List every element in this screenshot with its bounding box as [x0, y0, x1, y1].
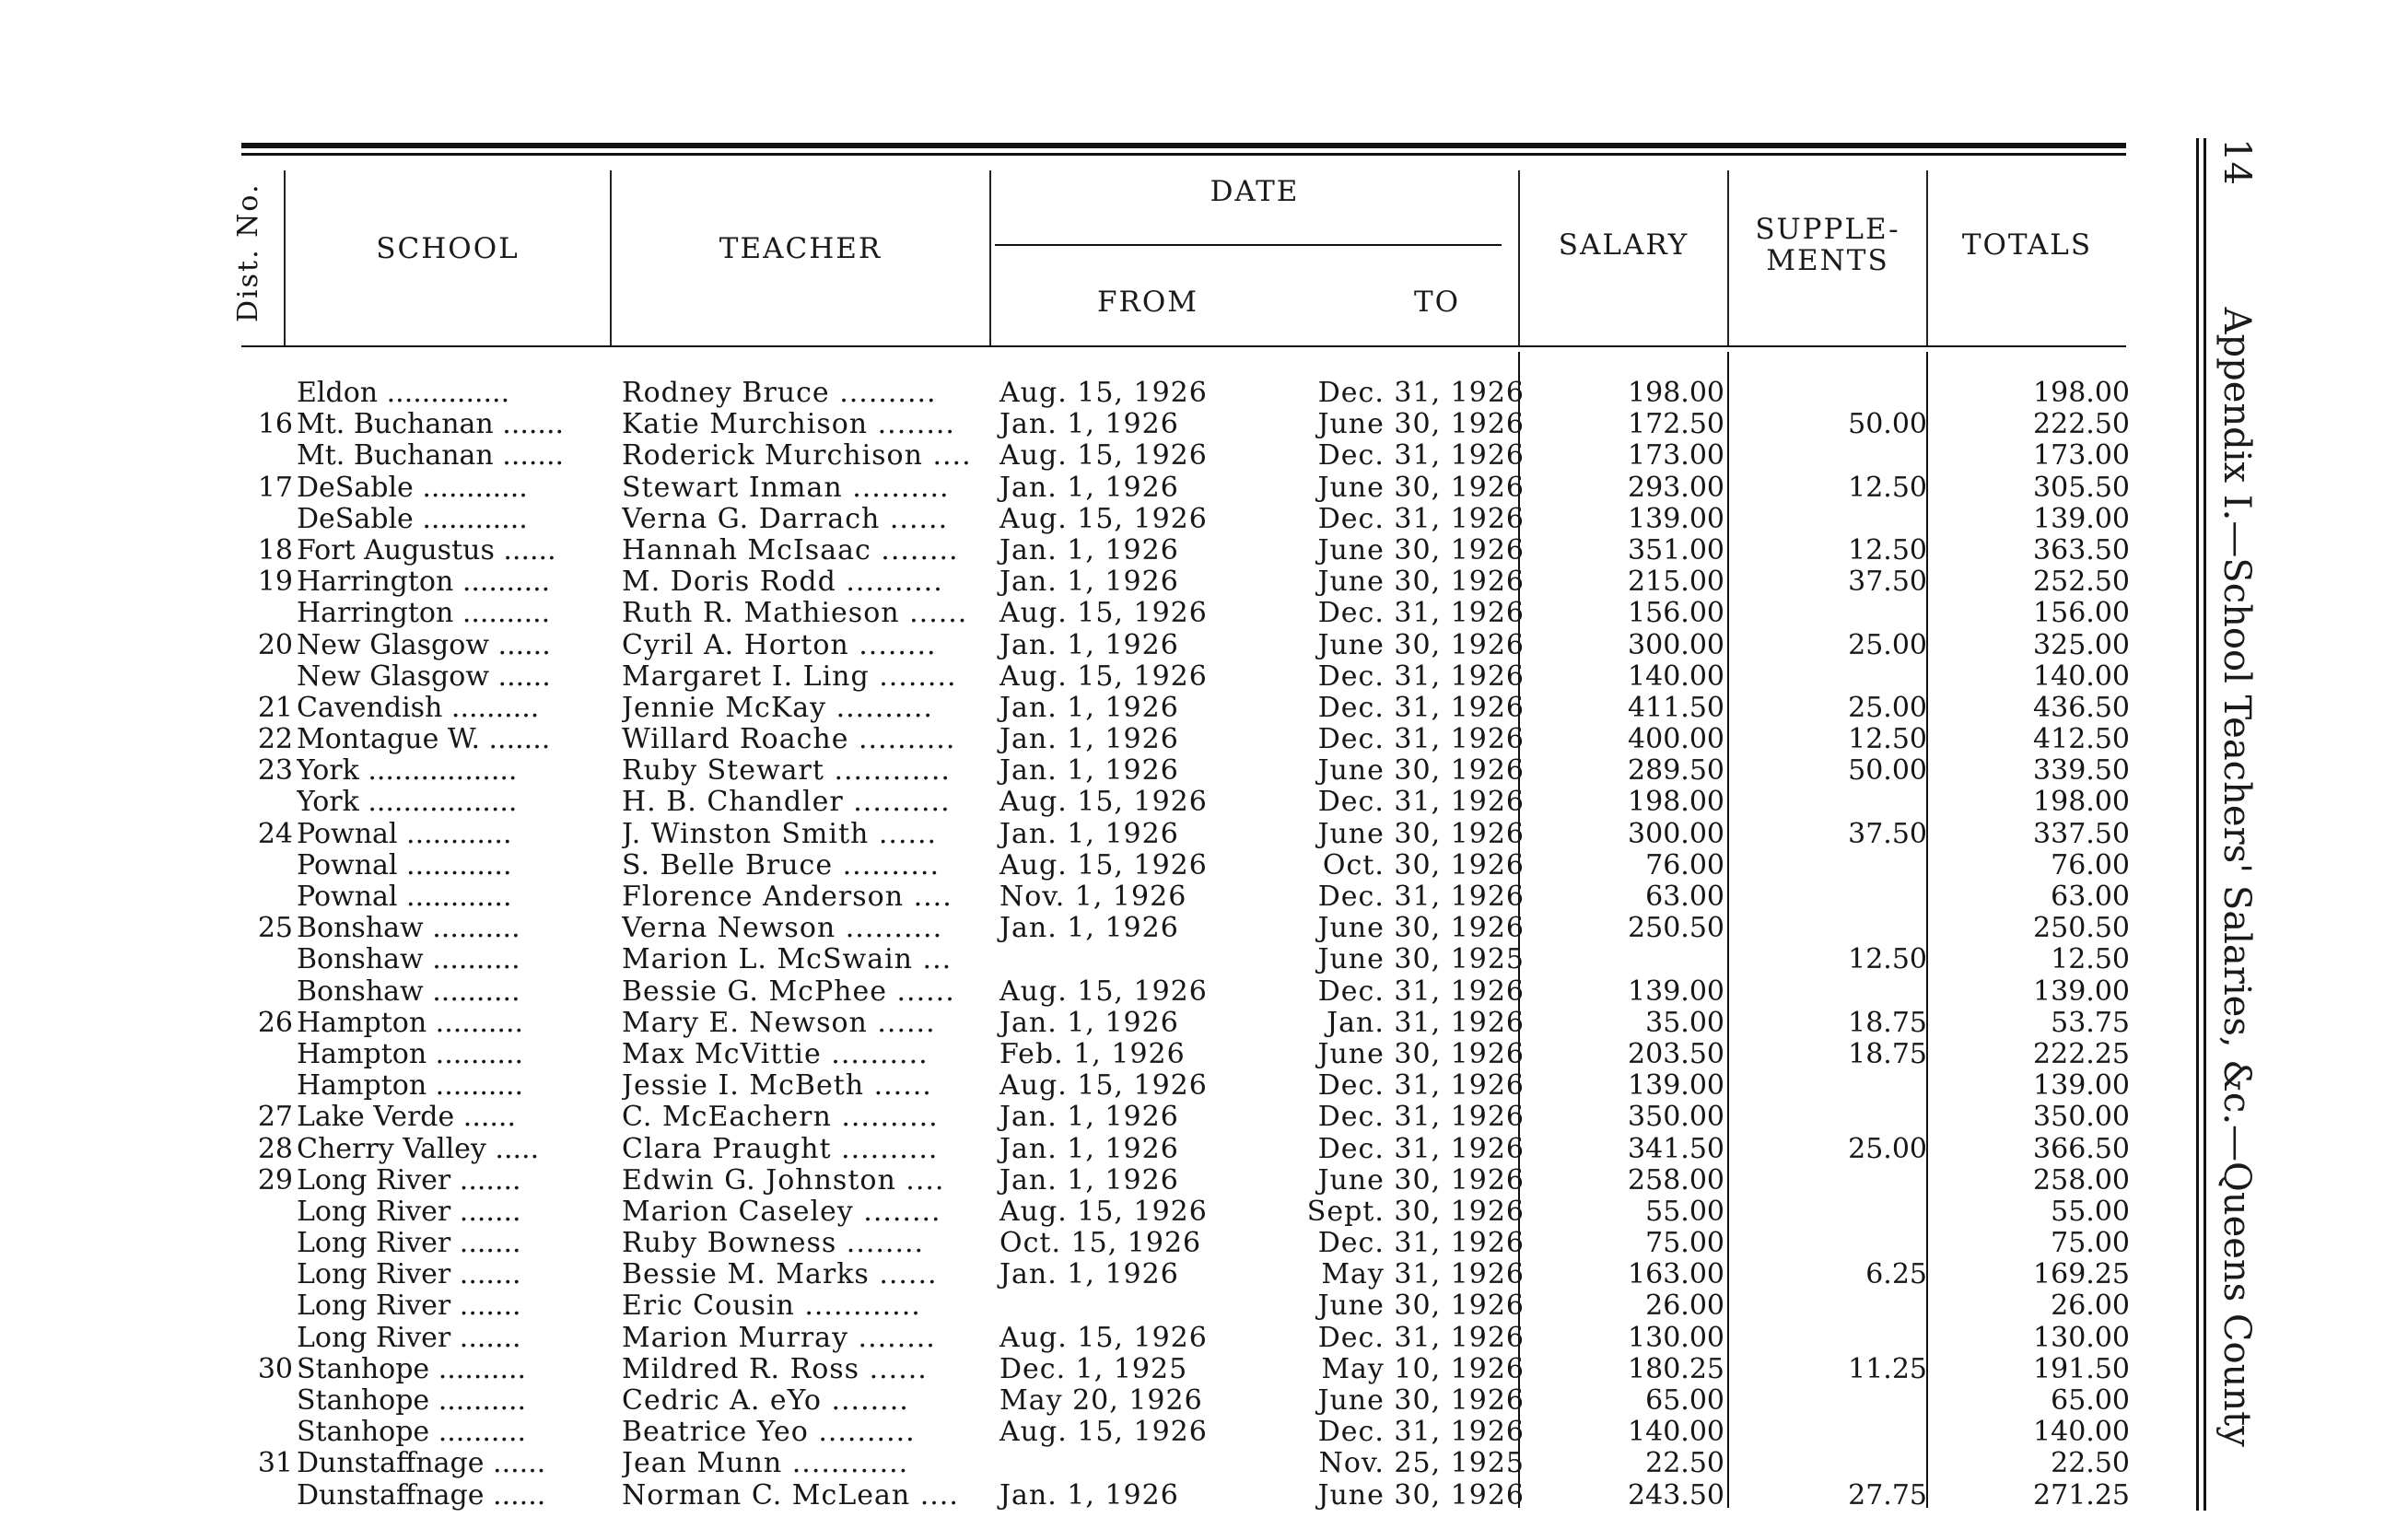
salary-cell: 203.50: [1628, 1037, 1724, 1070]
teacher-cell: Jessie I. McBeth ......: [622, 1070, 932, 1103]
teacher-cell: Bessie G. McPhee ......: [622, 975, 955, 1008]
running-header: [2215, 138, 2258, 1447]
school-cell: Hampton ..........: [297, 1007, 524, 1039]
school-cell: Mt. Buchanan .......: [297, 440, 565, 473]
to-date-cell: June 30, 1926: [1317, 471, 1525, 504]
dist-no-cell: 27: [257, 1101, 293, 1134]
school-cell: Hampton ..........: [297, 1038, 524, 1070]
salary-cell: 400.00: [1628, 723, 1724, 756]
supplements-cell: 18.75: [1848, 1037, 1927, 1070]
school-cell: Long River .......: [297, 1290, 521, 1323]
table-row: [0, 1259, 2408, 1290]
to-date-cell: Dec. 31, 1926: [1317, 1101, 1525, 1134]
teacher-cell: Marion L. McSwain ...: [622, 944, 953, 976]
total-cell: 53.75: [2051, 1006, 2130, 1039]
from-date-cell: Aug. 15, 1926: [999, 502, 1208, 535]
teacher-cell: Roderick Murchison ....: [622, 440, 972, 473]
salary-cell: 140.00: [1628, 659, 1724, 693]
salary-cell: 300.00: [1628, 817, 1724, 850]
salary-cell: 163.00: [1628, 1258, 1724, 1291]
salary-cell: 351.00: [1628, 533, 1724, 566]
salary-cell: 156.00: [1628, 597, 1724, 630]
total-cell: 130.00: [2033, 1321, 2130, 1354]
supplements-cell: 25.00: [1848, 691, 1927, 724]
from-date-cell: May 20, 1926: [999, 1384, 1203, 1417]
table-row: [0, 881, 2408, 913]
table-row: [0, 1448, 2408, 1479]
school-cell: Bonshaw ..........: [297, 913, 520, 945]
dist-no-cell: 29: [257, 1163, 293, 1196]
from-date-cell: Jan. 1, 1926: [999, 1258, 1179, 1291]
from-date-cell: Feb. 1, 1926: [999, 1037, 1186, 1070]
from-date-cell: Jan. 1, 1926: [999, 533, 1179, 566]
from-date-cell: Aug. 15, 1926: [999, 975, 1208, 1008]
from-date-cell: Jan. 1, 1926: [999, 1006, 1179, 1039]
to-date-cell: Dec. 31, 1926: [1317, 1416, 1525, 1449]
school-cell: Pownal ............: [297, 818, 512, 850]
total-cell: 75.00: [2051, 1227, 2130, 1260]
teacher-cell: Marion Murray ........: [622, 1322, 936, 1354]
salary-cell: 139.00: [1628, 975, 1724, 1008]
total-cell: 12.50: [2051, 943, 2130, 976]
to-date-cell: June 30, 1926: [1317, 408, 1525, 441]
total-cell: 65.00: [2051, 1384, 2130, 1417]
total-cell: 305.50: [2033, 471, 2130, 504]
margin-rule: [2196, 138, 2199, 1511]
to-date-cell: Dec. 31, 1926: [1317, 786, 1525, 819]
from-date-cell: Jan. 1, 1926: [999, 628, 1179, 661]
from-date-cell: Jan. 1, 1926: [999, 471, 1179, 504]
table-row: [0, 1290, 2408, 1322]
to-date-cell: June 30, 1926: [1317, 533, 1525, 566]
total-cell: 198.00: [2033, 786, 2130, 819]
supplements-cell: 12.50: [1848, 533, 1927, 566]
total-cell: 139.00: [2033, 975, 2130, 1008]
total-cell: 198.00: [2033, 377, 2130, 409]
date-divider-line: [995, 244, 1502, 246]
from-date-cell: Aug. 15, 1926: [999, 1321, 1208, 1354]
to-date-cell: Oct. 30, 1926: [1322, 848, 1525, 881]
teacher-cell: Mary E. Newson ......: [622, 1007, 936, 1039]
table-row: [0, 1165, 2408, 1196]
table-row: [0, 1008, 2408, 1039]
teacher-cell: S. Belle Bruce ..........: [622, 849, 940, 881]
table-row: [0, 440, 2408, 472]
supplements-cell: 12.50: [1848, 471, 1927, 504]
school-cell: Stanhope ..........: [297, 1417, 527, 1449]
from-date-cell: Dec. 1, 1925: [999, 1352, 1188, 1385]
to-date-cell: Sept. 30, 1926: [1306, 1195, 1525, 1228]
salary-cell: 140.00: [1628, 1416, 1724, 1449]
table-row: [0, 598, 2408, 629]
teacher-cell: Cedric A. eYo ........: [622, 1385, 909, 1417]
school-cell: Hampton ..........: [297, 1070, 524, 1103]
teacher-cell: Norman C. McLean ....: [622, 1479, 959, 1511]
salary-cell: 198.00: [1628, 786, 1724, 819]
from-date-cell: Aug. 15, 1926: [999, 1069, 1208, 1103]
total-cell: 55.00: [2051, 1195, 2130, 1228]
salary-cell: 341.50: [1628, 1132, 1724, 1165]
total-cell: 337.50: [2033, 817, 2130, 850]
salary-cell: 180.25: [1628, 1352, 1724, 1385]
supplements-cell: 37.50: [1848, 566, 1927, 599]
to-date-cell: Nov. 25, 1925: [1318, 1447, 1525, 1480]
table-row: [0, 1196, 2408, 1228]
total-cell: 169.25: [2033, 1258, 2130, 1291]
to-date-cell: May 10, 1926: [1321, 1352, 1525, 1385]
dist-no-cell: 28: [257, 1132, 293, 1165]
teacher-cell: Mildred R. Ross ......: [622, 1353, 928, 1385]
teacher-cell: Jennie McKay ..........: [622, 692, 933, 724]
school-cell: Fort Augustus ......: [297, 534, 556, 566]
teacher-cell: Verna G. Darrach ......: [622, 503, 949, 535]
header-school: SCHOOL: [376, 232, 520, 265]
salary-cell: 63.00: [1645, 881, 1724, 913]
from-date-cell: Jan. 1, 1926: [999, 408, 1179, 441]
total-cell: 140.00: [2033, 659, 2130, 693]
to-date-cell: June 30, 1926: [1317, 912, 1525, 945]
total-cell: 250.50: [2033, 912, 2130, 945]
table-body: [0, 378, 2408, 1511]
top-rule-thick: [241, 143, 2126, 148]
school-cell: Eldon ..............: [297, 378, 510, 409]
to-date-cell: June 30, 1926: [1317, 628, 1525, 661]
total-cell: 325.00: [2033, 628, 2130, 661]
dist-no-cell: 16: [257, 408, 293, 441]
school-cell: Harrington ..........: [297, 566, 551, 599]
from-date-cell: Jan. 1, 1926: [999, 566, 1179, 599]
from-date-cell: Oct. 15, 1926: [999, 1227, 1202, 1260]
table-row: [0, 787, 2408, 818]
header-totals: TOTALS: [1961, 228, 2093, 262]
total-cell: 191.50: [2033, 1352, 2130, 1385]
total-cell: 76.00: [2051, 848, 2130, 881]
supplements-cell: 50.00: [1848, 408, 1927, 441]
table-row: [0, 1102, 2408, 1133]
from-date-cell: Aug. 15, 1926: [999, 786, 1208, 819]
salary-cell: 26.00: [1645, 1290, 1724, 1323]
salary-cell: 243.50: [1628, 1478, 1724, 1511]
table-row: [0, 504, 2408, 535]
header-salary: SALARY: [1558, 228, 1689, 262]
salary-cell: 139.00: [1628, 502, 1724, 535]
teacher-cell: Hannah McIsaac ........: [622, 534, 959, 566]
to-date-cell: Dec. 31, 1926: [1317, 377, 1525, 409]
teacher-cell: C. McEachern ..........: [622, 1102, 939, 1134]
to-date-cell: Dec. 31, 1926: [1317, 881, 1525, 913]
table-row: [0, 378, 2408, 409]
dist-no-cell: 30: [257, 1352, 293, 1385]
table-row: [0, 630, 2408, 661]
total-cell: 222.50: [2033, 408, 2130, 441]
table-row: [0, 1039, 2408, 1070]
school-cell: Long River .......: [297, 1259, 521, 1291]
salary-cell: 76.00: [1645, 848, 1724, 881]
supplements-cell: 6.25: [1865, 1258, 1927, 1291]
header-from: FROM: [1096, 286, 1198, 319]
salary-cell: 130.00: [1628, 1321, 1724, 1354]
from-date-cell: Aug. 15, 1926: [999, 848, 1208, 881]
teacher-cell: Verna Newson ..........: [622, 913, 943, 945]
supplements-cell: 12.50: [1848, 943, 1927, 976]
salary-cell: 198.00: [1628, 377, 1724, 409]
table-row: [0, 1417, 2408, 1448]
school-cell: Long River .......: [297, 1196, 521, 1228]
from-date-cell: Aug. 15, 1926: [999, 597, 1208, 630]
from-date-cell: Jan. 1, 1926: [999, 1163, 1179, 1196]
teacher-cell: J. Winston Smith ......: [622, 818, 938, 850]
from-date-cell: Jan. 1, 1926: [999, 1478, 1179, 1511]
table-row: [0, 755, 2408, 787]
from-date-cell: Jan. 1, 1926: [999, 754, 1179, 788]
from-date-cell: Nov. 1, 1926: [999, 881, 1187, 913]
dist-no-cell: 22: [257, 723, 293, 756]
to-date-cell: June 30, 1926: [1317, 1384, 1525, 1417]
to-date-cell: June 30, 1926: [1317, 817, 1525, 850]
teacher-cell: Willard Roache ..........: [622, 724, 956, 756]
from-date-cell: Aug. 15, 1926: [999, 659, 1208, 693]
table-row: [0, 850, 2408, 881]
supplements-cell: 11.25: [1848, 1352, 1927, 1385]
to-date-cell: June 30, 1926: [1317, 566, 1525, 599]
school-cell: Montague W. .......: [297, 724, 551, 756]
teacher-cell: Rodney Bruce ..........: [622, 378, 937, 409]
table-row: [0, 661, 2408, 693]
dist-no-cell: 26: [257, 1006, 293, 1039]
salary-cell: 350.00: [1628, 1101, 1724, 1134]
teacher-cell: Beatrice Yeo ..........: [622, 1417, 916, 1449]
salary-cell: 173.00: [1628, 439, 1724, 473]
school-cell: Bonshaw ..........: [297, 944, 520, 976]
total-cell: 139.00: [2033, 1069, 2130, 1103]
salary-cell: 75.00: [1645, 1227, 1724, 1260]
dist-no-cell: 25: [257, 912, 293, 945]
salary-cell: 300.00: [1628, 628, 1724, 661]
to-date-cell: June 30, 1926: [1317, 1037, 1525, 1070]
salary-cell: 215.00: [1628, 566, 1724, 599]
to-date-cell: Dec. 31, 1926: [1317, 723, 1525, 756]
to-date-cell: Dec. 31, 1926: [1317, 659, 1525, 693]
teacher-cell: Ruby Bowness ........: [622, 1228, 925, 1260]
total-cell: 258.00: [2033, 1163, 2130, 1196]
total-cell: 63.00: [2051, 881, 2130, 913]
total-cell: 363.50: [2033, 533, 2130, 566]
teacher-cell: Marion Caseley ........: [622, 1196, 941, 1228]
teacher-cell: M. Doris Rodd ..........: [622, 566, 943, 599]
total-cell: 366.50: [2033, 1132, 2130, 1165]
school-cell: Long River .......: [297, 1164, 521, 1196]
header-supplements: SUPPLE- MENTS: [1755, 213, 1900, 277]
from-date-cell: Jan. 1, 1926: [999, 1101, 1179, 1134]
salary-cell: 411.50: [1628, 691, 1724, 724]
salary-cell: 293.00: [1628, 471, 1724, 504]
school-cell: Pownal ............: [297, 881, 512, 913]
dist-no-cell: 20: [257, 628, 293, 661]
school-cell: Dunstaffnage ......: [297, 1479, 546, 1511]
school-cell: Cavendish ..........: [297, 692, 540, 724]
to-date-cell: Dec. 31, 1926: [1317, 691, 1525, 724]
salary-cell: 55.00: [1645, 1195, 1724, 1228]
table-row: [0, 913, 2408, 944]
teacher-cell: Katie Murchison ........: [622, 409, 955, 441]
to-date-cell: June 30, 1926: [1317, 1163, 1525, 1196]
table-row: [0, 1134, 2408, 1165]
header-dist-no: Dist. No.: [232, 182, 264, 322]
school-cell: Bonshaw ..........: [297, 975, 520, 1008]
salary-cell: 22.50: [1645, 1447, 1724, 1480]
total-cell: 222.25: [2033, 1037, 2130, 1070]
teacher-cell: Ruth R. Mathieson ......: [622, 598, 968, 630]
teacher-cell: Stewart Inman ..........: [622, 472, 950, 504]
dist-no-cell: 21: [257, 691, 293, 724]
school-cell: Stanhope ..........: [297, 1385, 527, 1417]
salary-cell: 172.50: [1628, 408, 1724, 441]
dist-no-cell: 18: [257, 533, 293, 566]
total-cell: 339.50: [2033, 754, 2130, 788]
school-cell: York .................: [297, 755, 518, 788]
school-cell: Stanhope ..........: [297, 1353, 527, 1385]
table-row: [0, 1354, 2408, 1385]
to-date-cell: Jan. 31, 1926: [1327, 1006, 1525, 1039]
school-cell: DeSable ............: [297, 472, 528, 504]
school-cell: New Glasgow ......: [297, 629, 551, 661]
header-teacher: TEACHER: [719, 232, 883, 265]
from-date-cell: Aug. 15, 1926: [999, 439, 1208, 473]
teacher-cell: Bessie M. Marks ......: [622, 1259, 938, 1291]
school-cell: Dunstaffnage ......: [297, 1448, 546, 1480]
from-date-cell: Jan. 1, 1926: [999, 691, 1179, 724]
teacher-cell: Ruby Stewart ............: [622, 755, 951, 788]
header-bottom-rule: [241, 345, 2126, 347]
to-date-cell: June 30, 1926: [1317, 1478, 1525, 1511]
to-date-cell: Dec. 31, 1926: [1317, 1227, 1525, 1260]
table-row: [0, 473, 2408, 504]
to-date-cell: June 30, 1926: [1317, 754, 1525, 788]
to-date-cell: June 30, 1926: [1317, 1290, 1525, 1323]
school-cell: DeSable ............: [297, 503, 528, 535]
to-date-cell: Dec. 31, 1926: [1317, 975, 1525, 1008]
teacher-cell: Jean Munn ............: [622, 1448, 909, 1480]
table-row: [0, 1323, 2408, 1354]
total-cell: 350.00: [2033, 1101, 2130, 1134]
teacher-cell: Cyril A. Horton ........: [622, 629, 937, 661]
table-row: [0, 944, 2408, 975]
salary-cell: 35.00: [1645, 1006, 1724, 1039]
salary-cell: 250.50: [1628, 912, 1724, 945]
from-date-cell: Aug. 15, 1926: [999, 377, 1208, 409]
from-date-cell: Jan. 1, 1926: [999, 723, 1179, 756]
total-cell: 156.00: [2033, 597, 2130, 630]
teacher-cell: Florence Anderson ....: [622, 881, 953, 913]
table-row: [0, 1480, 2408, 1511]
total-cell: 26.00: [2051, 1290, 2130, 1323]
supplements-cell: 50.00: [1848, 754, 1927, 788]
dist-no-cell: 17: [257, 471, 293, 504]
supplements-cell: 25.00: [1848, 628, 1927, 661]
total-cell: 140.00: [2033, 1416, 2130, 1449]
top-rule-thin: [241, 153, 2126, 156]
school-cell: Long River .......: [297, 1322, 521, 1354]
to-date-cell: May 31, 1926: [1321, 1258, 1525, 1291]
teacher-cell: Max McVittie ..........: [622, 1038, 929, 1070]
dist-no-cell: 23: [257, 754, 293, 788]
total-cell: 252.50: [2033, 566, 2130, 599]
total-cell: 173.00: [2033, 439, 2130, 473]
to-date-cell: Dec. 31, 1926: [1317, 1069, 1525, 1103]
table-row: [0, 724, 2408, 755]
table-row: [0, 819, 2408, 850]
table-row: [0, 535, 2408, 566]
margin-rule: [2203, 138, 2206, 1511]
running-title: Appendix I.—School Teachers' Salaries, &c.—Queens County: [2215, 307, 2258, 1447]
dist-no-cell: 24: [257, 817, 293, 850]
dist-no-cell: 31: [257, 1447, 293, 1480]
table-row: [0, 566, 2408, 598]
teacher-cell: Eric Cousin ............: [622, 1290, 921, 1323]
header-to: TO: [1413, 286, 1461, 319]
table-row: [0, 1385, 2408, 1417]
total-cell: 22.50: [2051, 1447, 2130, 1480]
from-date-cell: Jan. 1, 1926: [999, 1132, 1179, 1165]
table-row: [0, 976, 2408, 1008]
from-date-cell: Jan. 1, 1926: [999, 912, 1179, 945]
supplements-cell: 18.75: [1848, 1006, 1927, 1039]
total-cell: 412.50: [2033, 723, 2130, 756]
salary-cell: 65.00: [1645, 1384, 1724, 1417]
to-date-cell: June 30, 1925: [1317, 943, 1525, 976]
salary-cell: 258.00: [1628, 1163, 1724, 1196]
teacher-cell: Margaret I. Ling ........: [622, 660, 957, 693]
school-cell: York .................: [297, 787, 518, 819]
supplements-cell: 37.50: [1848, 817, 1927, 850]
school-cell: New Glasgow ......: [297, 660, 551, 693]
from-date-cell: Jan. 1, 1926: [999, 817, 1179, 850]
table-row: [0, 693, 2408, 724]
table-row: [0, 409, 2408, 440]
from-date-cell: Aug. 15, 1926: [999, 1195, 1208, 1228]
school-cell: Harrington ..........: [297, 598, 551, 630]
from-date-cell: Aug. 15, 1926: [999, 1416, 1208, 1449]
header-date: DATE: [1210, 175, 1300, 208]
total-cell: 139.00: [2033, 502, 2130, 535]
to-date-cell: Dec. 31, 1926: [1317, 502, 1525, 535]
total-cell: 436.50: [2033, 691, 2130, 724]
teacher-cell: H. B. Chandler ..........: [622, 787, 951, 819]
total-cell: 271.25: [2033, 1478, 2130, 1511]
school-cell: Lake Verde ......: [297, 1102, 516, 1134]
school-cell: Cherry Valley .....: [297, 1133, 540, 1165]
to-date-cell: Dec. 31, 1926: [1317, 439, 1525, 473]
school-cell: Pownal ............: [297, 849, 512, 881]
table-row: [0, 1228, 2408, 1259]
page-number: 14: [2215, 138, 2258, 185]
salary-cell: 139.00: [1628, 1069, 1724, 1103]
supplements-cell: 27.75: [1848, 1478, 1927, 1511]
to-date-cell: Dec. 31, 1926: [1317, 597, 1525, 630]
school-cell: Long River .......: [297, 1228, 521, 1260]
salary-cell: 289.50: [1628, 754, 1724, 788]
supplements-cell: 25.00: [1848, 1132, 1927, 1165]
school-cell: Mt. Buchanan .......: [297, 409, 565, 441]
to-date-cell: Dec. 31, 1926: [1317, 1321, 1525, 1354]
supplements-cell: 12.50: [1848, 723, 1927, 756]
to-date-cell: Dec. 31, 1926: [1317, 1132, 1525, 1165]
teacher-cell: Clara Praught ..........: [622, 1133, 939, 1165]
dist-no-cell: 19: [257, 566, 293, 599]
table-row: [0, 1070, 2408, 1102]
teacher-cell: Edwin G. Johnston ....: [622, 1164, 945, 1196]
